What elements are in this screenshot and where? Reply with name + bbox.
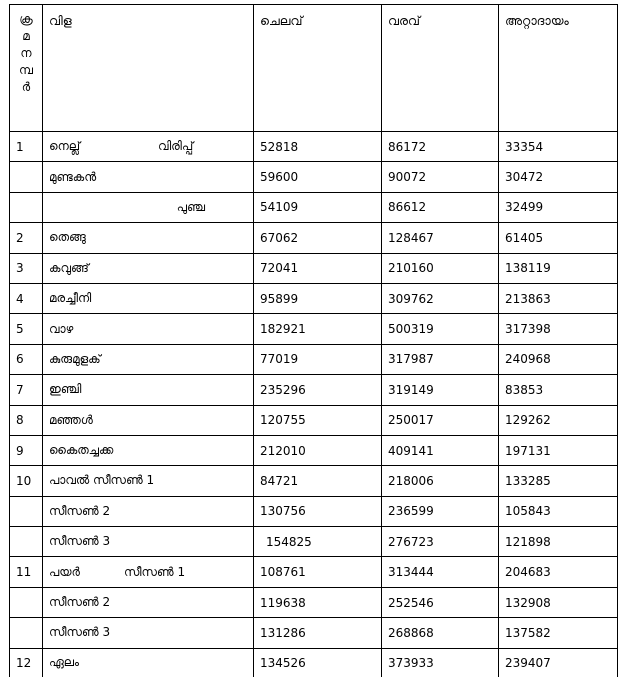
expense-cell: 77019 <box>254 344 382 374</box>
serial-number-cell: 6 <box>10 344 43 374</box>
crop-cell: കുരുമുളക് <box>43 344 254 374</box>
net-profit-cell: 61405 <box>499 223 618 253</box>
crop-cell: സീസൺ 2 <box>43 587 254 617</box>
crop-cell: സീസൺ 3 <box>43 618 254 648</box>
crop-cell: കവുങ്ങ് <box>43 253 254 283</box>
income-cell: 319149 <box>382 375 499 405</box>
table-row <box>10 253 618 283</box>
serial-number-cell: 7 <box>10 375 43 405</box>
crop-cell <box>43 557 254 587</box>
serial-number-cell: 10 <box>10 466 43 496</box>
net-profit-cell: 129262 <box>499 405 618 435</box>
crop-cell: സീസൺ 2 <box>43 496 254 526</box>
serial-number-cell <box>10 587 43 617</box>
income-cell: 86612 <box>382 192 499 222</box>
expense-cell: 108761 <box>254 557 382 587</box>
crop-cell: ഇഞ്ചി <box>43 375 254 405</box>
serial-number-cell: 4 <box>10 283 43 313</box>
income-cell: 128467 <box>382 223 499 253</box>
table-row <box>10 466 618 496</box>
table-row <box>10 435 618 465</box>
serial-number-cell <box>10 192 43 222</box>
serial-number-cell: 9 <box>10 435 43 465</box>
net-profit-cell: 317398 <box>499 314 618 344</box>
table-row <box>10 223 618 253</box>
serial-number-cell: 5 <box>10 314 43 344</box>
table-row <box>10 527 618 557</box>
header-crop: വിള <box>43 5 254 132</box>
net-profit-cell: 121898 <box>499 527 618 557</box>
crop-variety: വിരിപ്പ് <box>158 139 194 154</box>
table-row <box>10 648 618 677</box>
table-row <box>10 162 618 192</box>
expense-cell: 182921 <box>254 314 382 344</box>
serial-number-cell: 1 <box>10 132 43 162</box>
table-row <box>10 132 618 162</box>
crop-variety: സീസൺ 1 <box>123 564 186 579</box>
serial-number-cell <box>10 496 43 526</box>
income-cell: 309762 <box>382 283 499 313</box>
header-serial-number: ക്ര മ ന മ്പ ർ <box>10 5 43 132</box>
expense-cell: 154825 <box>254 527 382 557</box>
net-profit-cell: 239407 <box>499 648 618 677</box>
crop-cell: മരച്ചീനി <box>43 283 254 313</box>
income-cell: 276723 <box>382 527 499 557</box>
income-cell: 90072 <box>382 162 499 192</box>
net-profit-cell: 132908 <box>499 587 618 617</box>
income-cell: 252546 <box>382 587 499 617</box>
serial-number-cell: 2 <box>10 223 43 253</box>
expense-cell: 134526 <box>254 648 382 677</box>
crop-cell: പുഞ്ച <box>43 192 254 222</box>
expense-cell: 59600 <box>254 162 382 192</box>
table-row <box>10 375 618 405</box>
crop-cell: തെങ്ങു <box>43 223 254 253</box>
header-row <box>10 5 618 132</box>
expense-cell: 235296 <box>254 375 382 405</box>
table-row <box>10 587 618 617</box>
crop-cell: പാവൽ സീസൺ 1 <box>43 466 254 496</box>
crop-cell: മഞ്ഞൾ <box>43 405 254 435</box>
header-expense: ചെലവ് <box>254 5 382 132</box>
crop-cell: മുണ്ടകൻ <box>43 162 254 192</box>
serial-number-cell <box>10 618 43 648</box>
header-income: വരവ് <box>382 5 499 132</box>
net-profit-cell: 213863 <box>499 283 618 313</box>
table-row <box>10 344 618 374</box>
crop-name: നെല്ല് <box>49 139 81 154</box>
serial-number-cell: 12 <box>10 648 43 677</box>
income-cell: 210160 <box>382 253 499 283</box>
header-net-profit: അറ്റാദായം <box>499 5 618 132</box>
expense-cell: 54109 <box>254 192 382 222</box>
expense-cell: 131286 <box>254 618 382 648</box>
table-row <box>10 405 618 435</box>
table-row <box>10 618 618 648</box>
serial-number-cell <box>10 527 43 557</box>
income-cell: 500319 <box>382 314 499 344</box>
net-profit-cell: 133285 <box>499 466 618 496</box>
net-profit-cell: 32499 <box>499 192 618 222</box>
expense-cell: 119638 <box>254 587 382 617</box>
serial-number-cell <box>10 162 43 192</box>
expense-cell: 95899 <box>254 283 382 313</box>
income-cell: 218006 <box>382 466 499 496</box>
table-row <box>10 314 618 344</box>
net-profit-cell: 137582 <box>499 618 618 648</box>
income-cell: 313444 <box>382 557 499 587</box>
expense-cell: 120755 <box>254 405 382 435</box>
income-cell: 268868 <box>382 618 499 648</box>
table-row <box>10 496 618 526</box>
income-cell: 409141 <box>382 435 499 465</box>
table-row <box>10 192 618 222</box>
net-profit-cell: 83853 <box>499 375 618 405</box>
serial-number-cell: 3 <box>10 253 43 283</box>
expense-cell: 130756 <box>254 496 382 526</box>
table-row <box>10 557 618 587</box>
table-row <box>10 283 618 313</box>
net-profit-cell: 197131 <box>499 435 618 465</box>
crop-name: പയർ <box>49 564 80 579</box>
income-cell: 373933 <box>382 648 499 677</box>
net-profit-cell: 204683 <box>499 557 618 587</box>
crop-cell: ഏലം <box>43 648 254 677</box>
net-profit-cell: 138119 <box>499 253 618 283</box>
crop-cell: വാഴ <box>43 314 254 344</box>
crop-economics-table <box>9 4 618 677</box>
expense-cell: 52818 <box>254 132 382 162</box>
income-cell: 86172 <box>382 132 499 162</box>
crop-cell <box>43 132 254 162</box>
expense-cell: 67062 <box>254 223 382 253</box>
crop-cell: കൈതച്ചക്ക <box>43 435 254 465</box>
income-cell: 250017 <box>382 405 499 435</box>
crop-cell: സീസൺ 3 <box>43 527 254 557</box>
serial-number-cell: 11 <box>10 557 43 587</box>
expense-cell: 212010 <box>254 435 382 465</box>
expense-cell: 72041 <box>254 253 382 283</box>
expense-cell: 84721 <box>254 466 382 496</box>
income-cell: 317987 <box>382 344 499 374</box>
net-profit-cell: 240968 <box>499 344 618 374</box>
net-profit-cell: 30472 <box>499 162 618 192</box>
net-profit-cell: 105843 <box>499 496 618 526</box>
income-cell: 236599 <box>382 496 499 526</box>
serial-number-cell: 8 <box>10 405 43 435</box>
net-profit-cell: 33354 <box>499 132 618 162</box>
